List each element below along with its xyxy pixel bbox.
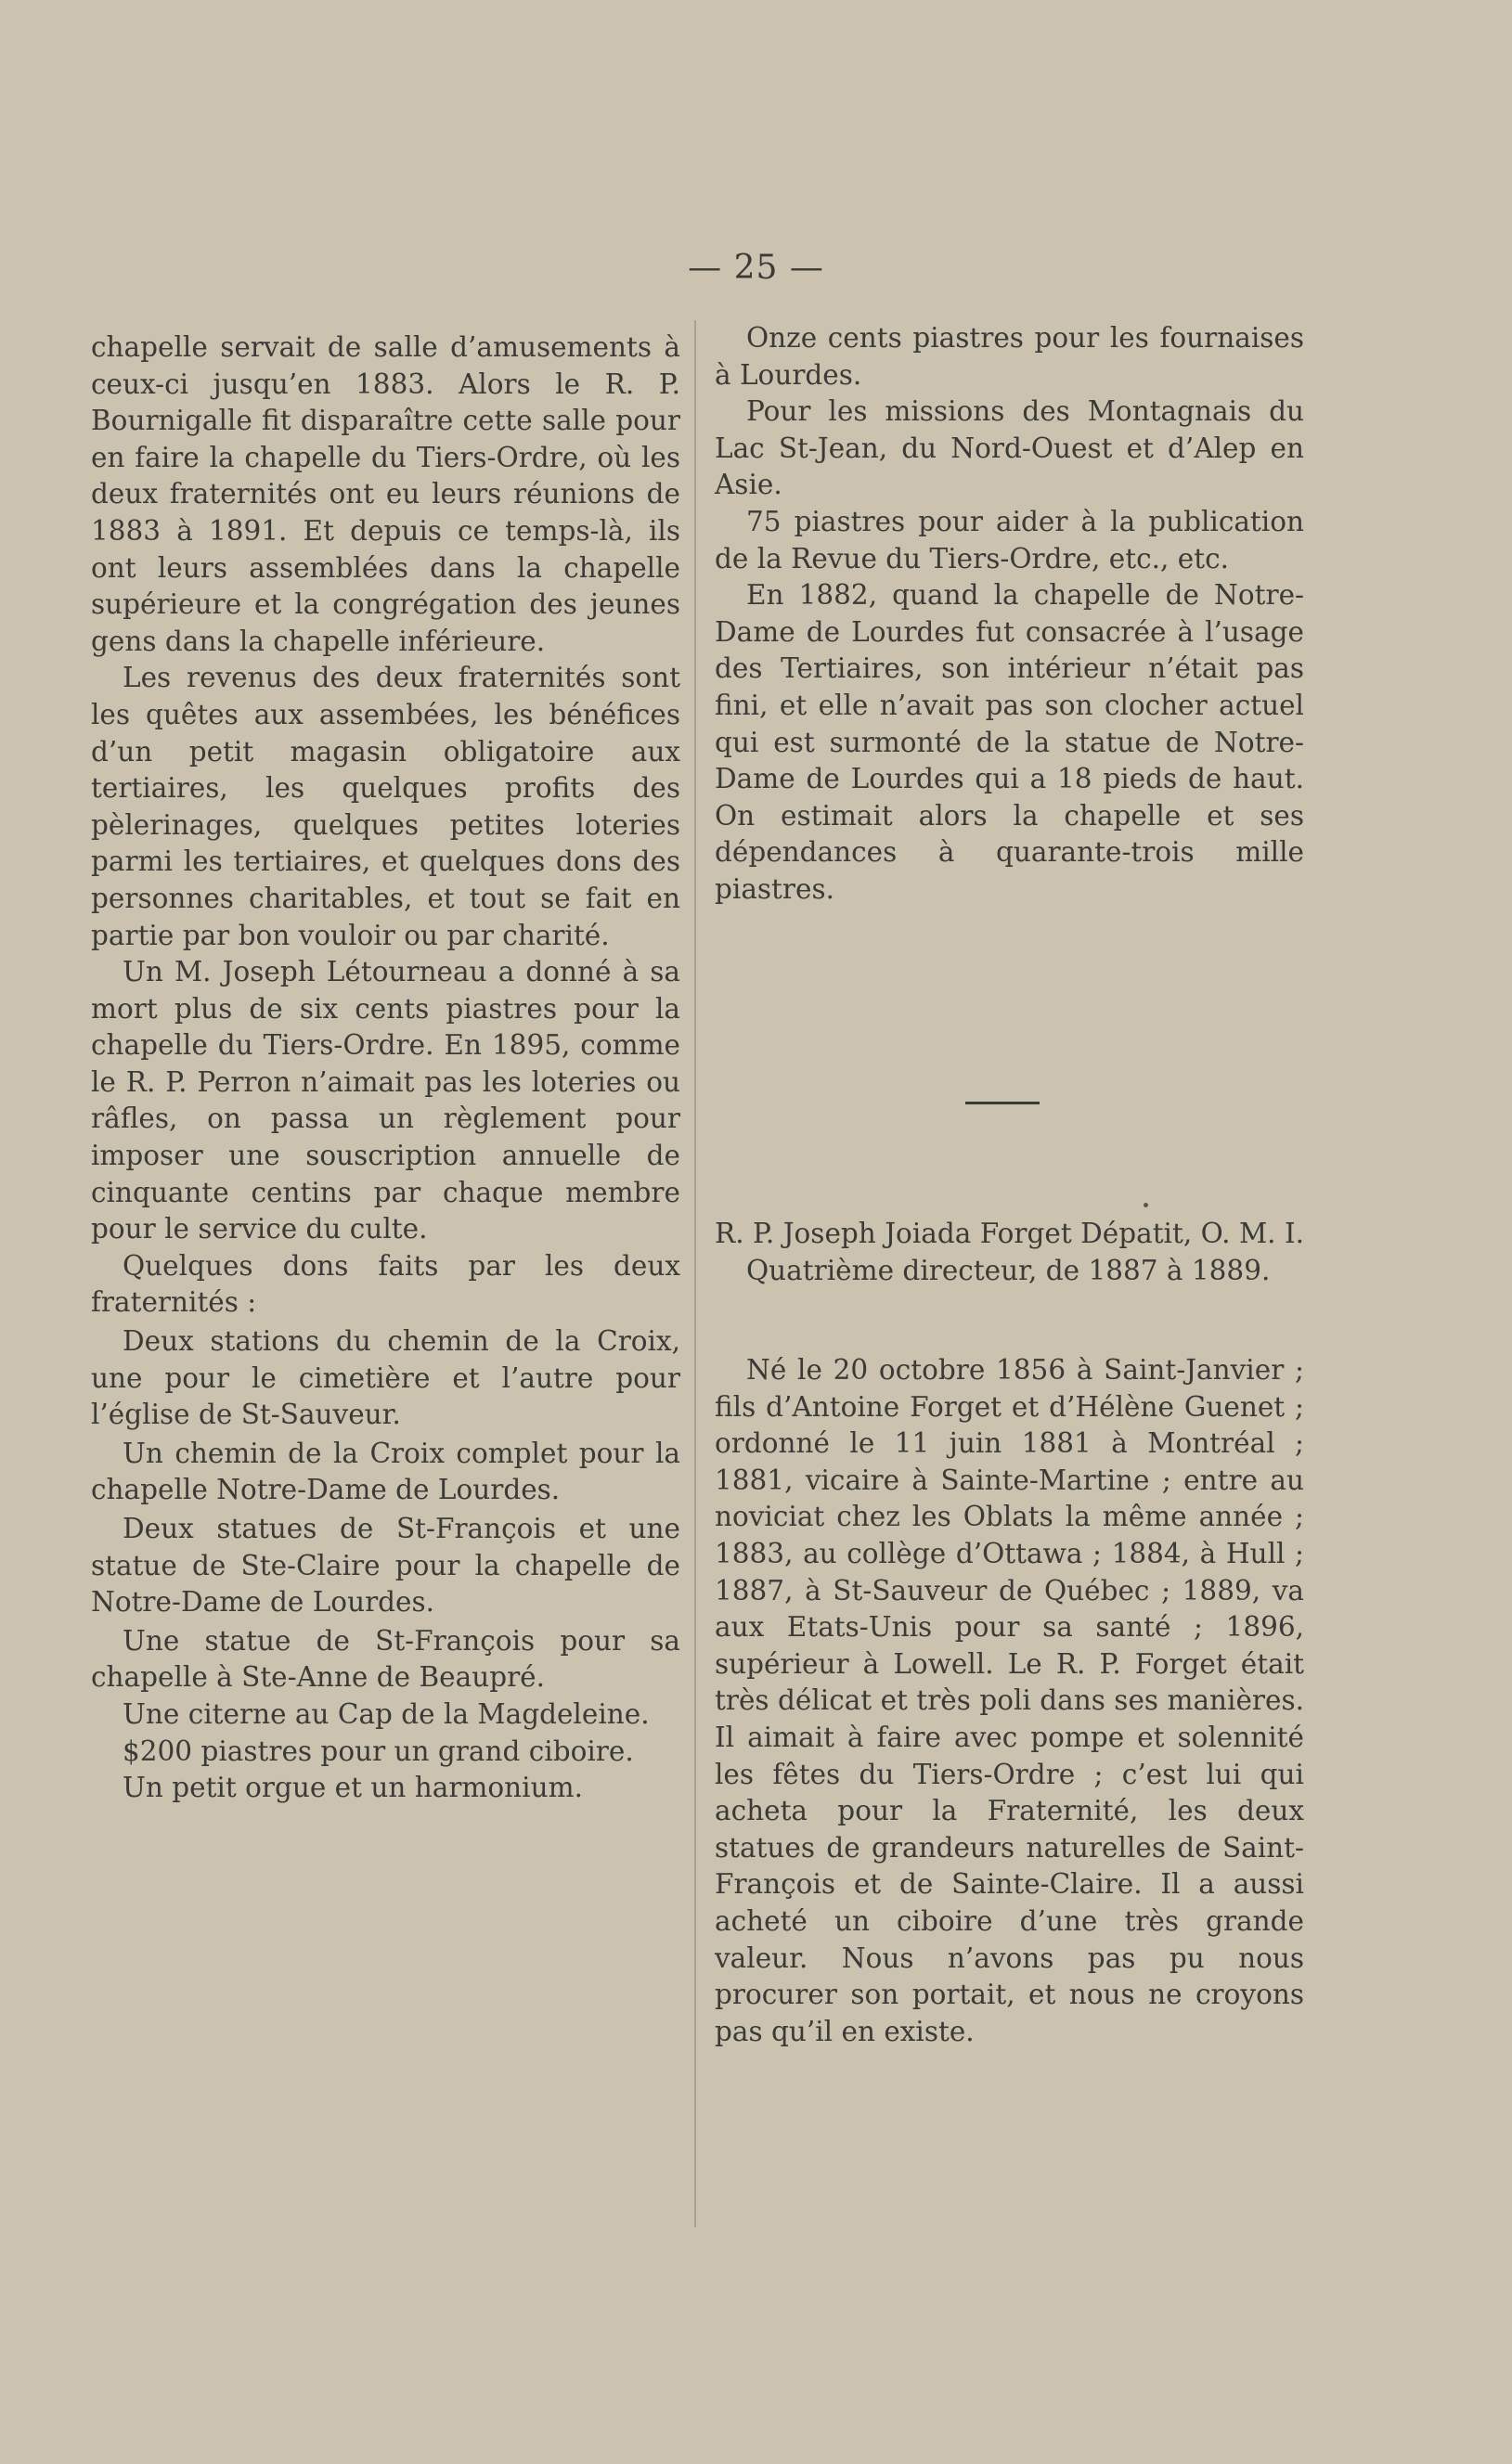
paragraph: Quelques dons faits par les deux fraternités :	[91, 1249, 680, 1319]
right-column	[715, 320, 1304, 909]
paragraph: Une statue de St-François pour sa chapelle à Ste-Anne de Beaupré.	[91, 1624, 680, 1694]
paragraph: $200 piastres pour un grand ciboire.	[123, 1735, 634, 1767]
paragraph: 75 piastres pour aider à la publication de la Revue du Tiers-Ordre, etc., etc.	[715, 505, 1304, 574]
paragraph: Deux stations du chemin de la Croix, une pour le cimetière et l’autre pour l’église de St-Sauveur.	[91, 1325, 680, 1431]
page-number: — 25 —	[688, 249, 824, 287]
paragraph: Une citerne au Cap de la Magdeleine.	[123, 1697, 650, 1730]
paragraph: Pour les missions des Montagnais du Lac St-Jean, du Nord-Ouest et d’Alep en Asie.	[715, 395, 1304, 501]
paragraph: Deux statues de St-François et une statue de Ste-Claire pour la chapelle de Notre-Dame de Lourdes.	[91, 1513, 680, 1619]
paragraph: chapelle servait de salle d’amusements à ceux-ci jusqu’en 1883. Alors le R. P. Bournigalle fit disparaître cette salle pour en faire la chapelle du Tiers-Ordre, où les deux fraternités ont eu leurs réunions de 1883 à 1891. Et depuis ce temps-là, ils ont leurs assemblées dans la chapelle supérieure et la congrégation des jeunes gens dans la chapelle inférieure.	[91, 331, 680, 657]
biography-paragraph: Né le 20 octobre 1856 à Saint-Janvier ; fils d’Antoine Forget et d’Hélène Guenet ; ordonné le 11 juin 1881 à Montréal ; 1881, vicaire à Sainte-Martine ; entre au noviciat chez les Oblats la même année ; 1883, au collège d’Ottawa ; 1884, à Hull ; 1887, à St-Sauveur de Québec ; 1889, va aux Etats-Unis pour sa santé ; 1896, supérieur à Lowell. Le R. P. Forget était très délicat et très poli dans ses manières. Il aimait à faire avec pompe et solennité les fêtes du Tiers-Ordre ; c’est lui qui acheta pour la Fraternité, les deux statues de grandeurs naturelles de Saint-François et de Sainte-Claire. Il a aussi acheté un ciboire d’une très grande valeur. Nous n’avons pas pu nous procurer son portait, et nous ne croyons pas qu’il en existe.	[715, 1354, 1304, 2047]
left-column	[91, 329, 680, 1807]
column-divider	[694, 320, 696, 2227]
section-separator	[965, 1102, 1040, 1104]
paragraph: Un M. Joseph Létourneau a donné à sa mort plus de six cents piastres pour la chapelle du Tiers-Ordre. En 1895, comme le R. P. Perron n’aimait pas les loteries ou râfles, on passa un règlement pour imposer une souscription annuelle de cinquante centins par chaque membre pour le service du culte.	[91, 956, 680, 1245]
section-heading: R. P. Joseph Joiada Forget Dépatit, O. M. I. Quatrième directeur, de 1887 à 1889.	[715, 1218, 1304, 1286]
paragraph: Un chemin de la Croix complet pour la chapelle Notre-Dame de Lourdes.	[91, 1437, 680, 1506]
paragraph: Onze cents piastres pour les fournaises à Lourdes.	[715, 322, 1304, 391]
paragraph: Un petit orgue et un harmonium.	[123, 1772, 583, 1804]
ornament-dot	[1144, 1203, 1148, 1207]
paragraph: En 1882, quand la chapelle de Notre-Dame de Lourdes fut consacrée à l’usage des Tertiaires, son intérieur n’était pas fini, et elle n’avait pas son clocher actuel qui est surmonté de la statue de Notre-Dame de Lourdes qui a 18 pieds de haut. On estimait alors la chapelle et ses dépendances à quarante-trois mille piastres.	[715, 579, 1304, 905]
paragraph: Les revenus des deux fraternités sont les quêtes aux assembées, les bénéfices d’un petit magasin obligatoire aux tertiaires, les quelques profits des pèlerinages, quelques petites loteries parmi les tertiaires, et quelques dons des personnes charitables, et tout se fait en partie par bon vouloir ou par charité.	[91, 662, 680, 951]
